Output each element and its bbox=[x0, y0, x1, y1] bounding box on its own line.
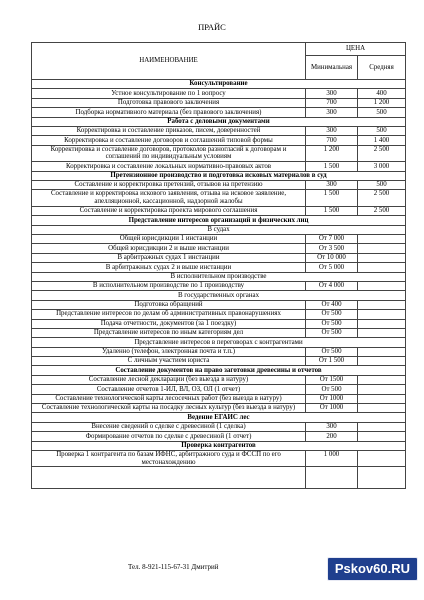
table-header-row bbox=[32, 43, 406, 56]
service-name: Подача отчетности, документов (за 1 поездку) bbox=[32, 319, 306, 328]
avg-price: 2 500 bbox=[358, 145, 406, 161]
min-price: 300 bbox=[306, 180, 358, 189]
table-row bbox=[32, 145, 406, 161]
avg-price bbox=[358, 281, 406, 290]
table-row bbox=[32, 108, 406, 117]
avg-price bbox=[358, 328, 406, 337]
table-row bbox=[32, 319, 406, 328]
service-name: Составление и корректировка претензий, отзывов на претензию bbox=[32, 180, 306, 189]
service-name: Подборка нормативного материала (без правового заключения) bbox=[32, 108, 306, 117]
avg-price bbox=[358, 357, 406, 366]
section-heading: Составление документов на право заготовки древесины и отчетов bbox=[32, 366, 406, 375]
min-price: От 5 000 bbox=[306, 263, 358, 272]
min-price: От 500 bbox=[306, 310, 358, 319]
price-table-body bbox=[32, 43, 406, 489]
table-row bbox=[32, 310, 406, 319]
section-heading-row bbox=[32, 366, 406, 375]
avg-price: 1 400 bbox=[358, 136, 406, 145]
table-row bbox=[32, 432, 406, 441]
min-price: От 500 bbox=[306, 319, 358, 328]
service-name: Подготовка обращений bbox=[32, 300, 306, 309]
min-price: 1 000 bbox=[306, 451, 358, 467]
section-heading-row bbox=[32, 80, 406, 89]
table-row bbox=[32, 300, 406, 309]
service-name: Внесение сведений о сделке с древесиной (1 сделка) bbox=[32, 422, 306, 431]
section-heading: Работа с деловыми документами bbox=[32, 117, 406, 126]
avg-price: 3 000 bbox=[358, 162, 406, 171]
empty-cell bbox=[306, 467, 358, 489]
service-name: Составление и корректировка проекта мирового соглашения bbox=[32, 206, 306, 215]
min-price: 300 bbox=[306, 126, 358, 135]
table-row bbox=[32, 404, 406, 413]
table-row bbox=[32, 422, 406, 431]
avg-price bbox=[358, 263, 406, 272]
service-name: С личным участием юриста bbox=[32, 357, 306, 366]
service-name: Составление лесной декларации (без выезда в натуру) bbox=[32, 375, 306, 384]
empty-row bbox=[32, 467, 406, 489]
section-heading-row bbox=[32, 171, 406, 180]
column-header-min: Минимальная bbox=[306, 56, 358, 80]
section-heading-row bbox=[32, 441, 406, 450]
min-price: 1 200 bbox=[306, 145, 358, 161]
service-name: Проверка 1 контрагента по базам ИФНС, арбитражного суда и ФССП по его местонахождению bbox=[32, 451, 306, 467]
table-row bbox=[32, 347, 406, 356]
service-name: В исполнительном производстве по 1 производству bbox=[32, 281, 306, 290]
min-price: 300 bbox=[306, 89, 358, 98]
min-price: 300 bbox=[306, 108, 358, 117]
avg-price bbox=[358, 235, 406, 244]
section-heading-row bbox=[32, 117, 406, 126]
table-row bbox=[32, 98, 406, 107]
avg-price bbox=[358, 451, 406, 467]
service-name: В арбитражных судах 1 инстанции bbox=[32, 253, 306, 262]
avg-price: 400 bbox=[358, 89, 406, 98]
table-row bbox=[32, 162, 406, 171]
avg-price bbox=[358, 385, 406, 394]
table-row bbox=[32, 263, 406, 272]
avg-price bbox=[358, 404, 406, 413]
table-row bbox=[32, 328, 406, 337]
document-title: ПРАЙС bbox=[198, 22, 226, 32]
min-price: 700 bbox=[306, 98, 358, 107]
service-name: Общей юрисдикции 2 и выше инстанции bbox=[32, 244, 306, 253]
min-price: 700 bbox=[306, 136, 358, 145]
section-heading: Представление интересов организаций и физических лиц bbox=[32, 216, 406, 225]
min-price: От 500 bbox=[306, 328, 358, 337]
empty-cell bbox=[358, 467, 406, 489]
table-row bbox=[32, 136, 406, 145]
table-row bbox=[32, 253, 406, 262]
avg-price: 1 200 bbox=[358, 98, 406, 107]
service-name: Корректировка и составление договоров и соглашений типовой формы bbox=[32, 136, 306, 145]
column-header-avg: Средняя bbox=[358, 56, 406, 80]
table-row bbox=[32, 385, 406, 394]
section-heading: Проверка контрагентов bbox=[32, 441, 406, 450]
subsection-row bbox=[32, 338, 406, 347]
avg-price bbox=[358, 300, 406, 309]
section-heading: Претензионное производство и подготовка исковых материалов в суд bbox=[32, 171, 406, 180]
avg-price bbox=[358, 347, 406, 356]
avg-price: 500 bbox=[358, 126, 406, 135]
section-heading: Консультирование bbox=[32, 80, 406, 89]
min-price: От 1000 bbox=[306, 404, 358, 413]
service-name: Представление интересов по иным категориям дел bbox=[32, 328, 306, 337]
table-row bbox=[32, 235, 406, 244]
min-price: От 3 500 bbox=[306, 244, 358, 253]
min-price: 1 500 bbox=[306, 162, 358, 171]
avg-price bbox=[358, 432, 406, 441]
min-price: От 500 bbox=[306, 347, 358, 356]
column-header-price: ЦЕНА bbox=[306, 43, 406, 56]
column-header-name: НАИМЕНОВАНИЕ bbox=[32, 43, 306, 80]
service-name: Общей юрисдикции 1 инстанции bbox=[32, 235, 306, 244]
section-heading-row bbox=[32, 216, 406, 225]
min-price: От 7 000 bbox=[306, 235, 358, 244]
empty-cell bbox=[32, 467, 306, 489]
service-name: Составление отчетов 1-ИЛ, ВЛ, ОЗ, ОЛ (1 отчет) bbox=[32, 385, 306, 394]
table-row bbox=[32, 375, 406, 384]
avg-price bbox=[358, 310, 406, 319]
min-price: От 10 000 bbox=[306, 253, 358, 262]
min-price: 300 bbox=[306, 422, 358, 431]
avg-price: 500 bbox=[358, 180, 406, 189]
service-name: Корректировка и составление договоров, протоколов разногласий к договорам и соглашений по индивидуальным условиям bbox=[32, 145, 306, 161]
table-row bbox=[32, 190, 406, 206]
avg-price bbox=[358, 253, 406, 262]
service-name: Устное консультирование по 1 вопросу bbox=[32, 89, 306, 98]
table-row bbox=[32, 357, 406, 366]
min-price: От 1 500 bbox=[306, 357, 358, 366]
table-row bbox=[32, 180, 406, 189]
subsection-row bbox=[32, 225, 406, 234]
min-price: От 400 bbox=[306, 300, 358, 309]
table-row bbox=[32, 206, 406, 215]
service-name: В арбитражных судах 2 и выше инстанции bbox=[32, 263, 306, 272]
service-name: Составление технологической карты на посадку лесных культур (без выезда в натуру) bbox=[32, 404, 306, 413]
min-price: От 1500 bbox=[306, 375, 358, 384]
service-name: Составление и корректировка искового заявления, отзыва на исковое заявление, апелляционной, кассационной, надзорной жалобы bbox=[32, 190, 306, 206]
avg-price bbox=[358, 244, 406, 253]
service-name: Удаленно (телефон, электронная почта и т.п.) bbox=[32, 347, 306, 356]
min-price: 200 bbox=[306, 432, 358, 441]
min-price: 1 500 bbox=[306, 206, 358, 215]
contact-phone: Тел. 8-921-115-67-31 Дмитрий bbox=[128, 563, 219, 571]
subsection-label: В исполнительном производстве bbox=[32, 272, 406, 281]
min-price: От 4 000 bbox=[306, 281, 358, 290]
min-price: От 500 bbox=[306, 385, 358, 394]
avg-price: 500 bbox=[358, 108, 406, 117]
min-price: 1 500 bbox=[306, 190, 358, 206]
table-row bbox=[32, 451, 406, 467]
price-table bbox=[31, 42, 406, 489]
avg-price: 2 500 bbox=[358, 190, 406, 206]
subsection-row bbox=[32, 291, 406, 300]
table-row bbox=[32, 126, 406, 135]
section-heading-row bbox=[32, 413, 406, 422]
table-row bbox=[32, 394, 406, 403]
subsection-label: В государственных органах bbox=[32, 291, 406, 300]
subsection-label: В судах bbox=[32, 225, 406, 234]
service-name: Корректировка и составление приказов, писем, доверенностей bbox=[32, 126, 306, 135]
avg-price: 2 500 bbox=[358, 206, 406, 215]
service-name: Представление интересов по делам об административных правонарушениях bbox=[32, 310, 306, 319]
min-price: От 1000 bbox=[306, 394, 358, 403]
site-watermark: Pskov60.RU bbox=[327, 557, 418, 581]
table-row bbox=[32, 281, 406, 290]
avg-price bbox=[358, 422, 406, 431]
avg-price bbox=[358, 375, 406, 384]
subsection-label: Представление интересов в переговорах с контрагентами bbox=[32, 338, 406, 347]
table-row bbox=[32, 89, 406, 98]
service-name: Составление технологической карты лесосечных работ (без выезда в натуру) bbox=[32, 394, 306, 403]
subsection-row bbox=[32, 272, 406, 281]
table-row bbox=[32, 244, 406, 253]
avg-price bbox=[358, 319, 406, 328]
avg-price bbox=[358, 394, 406, 403]
service-name: Формирование отчетов по сделке с древесиной (1 отчет) bbox=[32, 432, 306, 441]
service-name: Корректировка и составление локальных нормативно-правовых актов bbox=[32, 162, 306, 171]
section-heading: Ведение ЕГАИС лес bbox=[32, 413, 406, 422]
service-name: Подготовка правового заключения bbox=[32, 98, 306, 107]
